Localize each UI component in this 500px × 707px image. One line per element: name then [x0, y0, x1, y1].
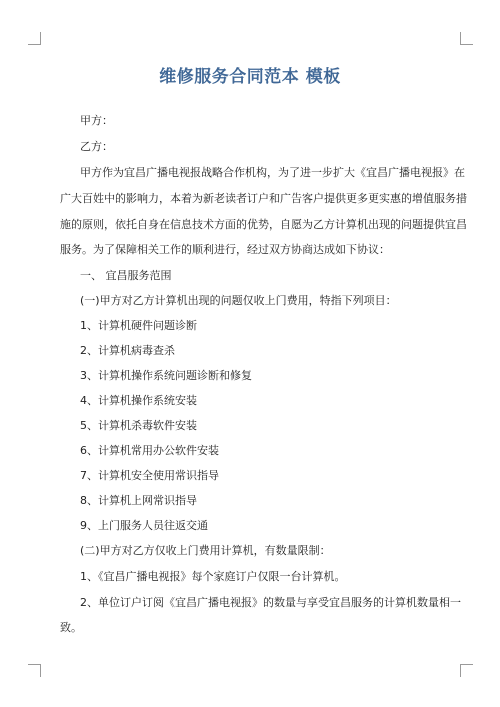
- clause-two: (二)甲方对乙方仅收上门费用计算机，有数量限制：: [80, 544, 331, 557]
- intro-line-2: 广大百姓中的影响力，本着为新老读者订户和广告客户提供更多更实惠的增值服务措: [60, 192, 467, 205]
- list-item: 5、计算机杀毒软件安装: [80, 419, 197, 432]
- intro-line-3: 施的原则，依托自身在信息技术方面的优势，自愿为乙方计算机出现的问题提供宜昌: [60, 218, 467, 231]
- clause-one: (一)甲方对乙方计算机出现的问题仅收上门费用，特指下列项目：: [80, 294, 397, 307]
- list-item: 9、上门服务人员往返交通: [80, 519, 208, 532]
- crop-mark-top-left: [28, 32, 41, 45]
- list-item: 3、计算机操作系统问题诊断和修复: [80, 369, 252, 382]
- list-item: 7、计算机安全使用常识指导: [80, 469, 219, 482]
- party-b-label: 乙方：: [80, 140, 113, 153]
- list-item: 6、计算机常用办公软件安装: [80, 444, 219, 457]
- intro-line-1: 甲方作为宜昌广播电视报战略合作机构，为了进一步扩大《宜昌广播电视报》在: [80, 166, 465, 179]
- limit-item: 1、《宜昌广播电视报》每个家庭订户仅限一台计算机。: [80, 570, 346, 583]
- list-item: 2、计算机病毒查杀: [80, 344, 175, 357]
- list-item: 1、计算机硬件问题诊断: [80, 319, 197, 332]
- crop-mark-top-right: [460, 32, 473, 45]
- intro-line-4: 服务。为了保障相关工作的顺利进行，经过双方协商达成如下协议：: [60, 243, 390, 256]
- document-title: 维修服务合同范本 模板: [159, 67, 341, 87]
- crop-mark-bottom-left: [28, 664, 41, 677]
- limit-item: 2、单位订户订阅《宜昌广播电视报》的数量与享受宜昌服务的计算机数量相一: [80, 596, 461, 609]
- list-item: 8、计算机上网常识指导: [80, 494, 197, 507]
- crop-mark-bottom-right: [460, 664, 473, 677]
- limit-item-continuation: 致。: [60, 621, 82, 634]
- section-heading: 一、 宜昌服务范围: [80, 269, 172, 282]
- list-item: 4、计算机操作系统安装: [80, 394, 197, 407]
- party-a-label: 甲方：: [80, 114, 113, 127]
